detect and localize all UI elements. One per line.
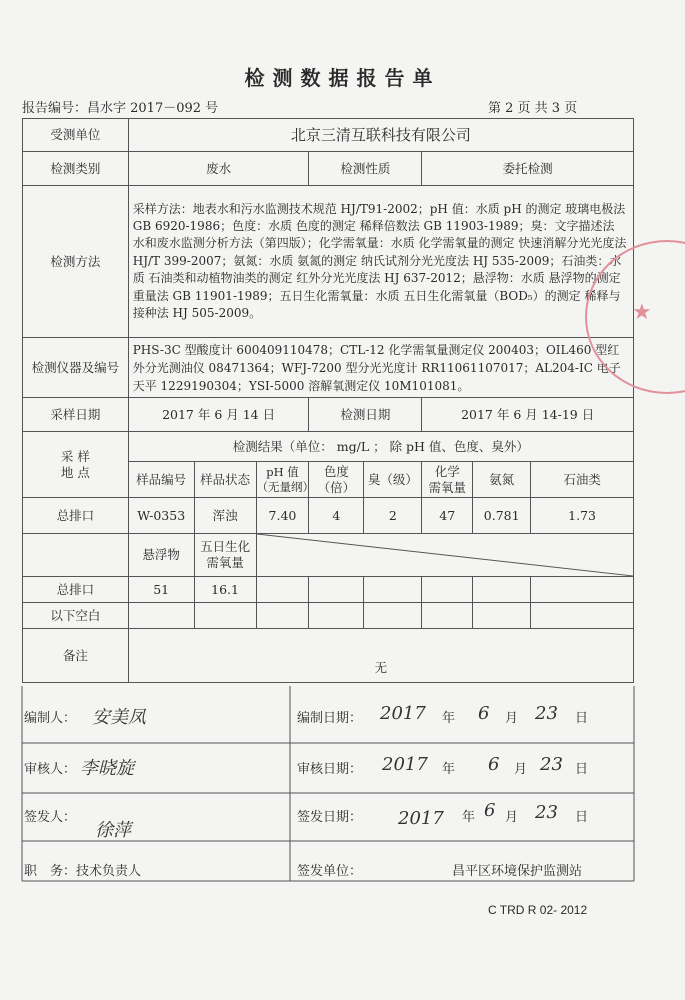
table-row (23, 577, 634, 603)
compile-day: 23 (535, 703, 558, 724)
header-cell: 五日生化 需氧量 (194, 534, 256, 577)
header-cell: 悬浮物 (128, 534, 194, 577)
site-cell: 总排口 (23, 498, 129, 534)
nature-value: 委托检测 (422, 152, 634, 186)
year-char: 年 (442, 711, 456, 726)
instrument-text: PHS-3C 型酸度计 600409110478；CTL-12 化学需氧量测定仪 200403；OIL460 型红外分光测油仪 08471364；WFJ-7200 型分光光度计 RR11061107017；AL204-IC 电子天平 1229190304；YSI-5000 溶解氧测定仪 10M101081。 (128, 338, 633, 398)
test-date-value: 2017 年 6 月 14-19 日 (422, 398, 634, 432)
data-cell: 16.1 (194, 577, 256, 603)
month-char: 月 (505, 810, 519, 825)
results-caption: 检测结果（单位： mg/L ； 除 pH 值、色度、臭外） (128, 432, 633, 462)
test-date-label: 检测日期 (309, 398, 422, 432)
reviewer-label: 审核人： (24, 762, 77, 777)
day-char: 日 (575, 762, 589, 777)
seal-star-icon: ★ (632, 300, 652, 325)
site-cell: 总排口 (23, 577, 129, 603)
sampling-date-label: 采样日期 (23, 398, 129, 432)
method-text: 采样方法：地表水和污水监测技术规范 HJ/T91-2002；pH 值：水质 pH 的测定 玻璃电极法 GB 6920-1986；色度：水质 色度的测定 稀释倍数法 GB 11903-1989；臭：文字描述法 水和废水监测分析方法（第四版）；化学需氧量：水质 化学需氧量的测定 快速消解分光光度法 HJ/T 399-2007；氨氮：水质 氨氮的测定 纳氏试剂分光光度法 HJ 535-2009；石油类：水质 石油类和动植物油类的测定 红外分光光度法 HJ 637-2012；悬浮物：水质 悬浮物的测定 重量法 GB 11901-1989；五日生化需氧量：水质 五日生化需氧量（BOD₅）的测定 稀释与接种法 HJ 505-2009。 (128, 186, 633, 338)
data-cell: 0.781 (473, 498, 531, 534)
header-cell: 化学 需氧量 (422, 462, 473, 498)
header-cell: 氨氮 (473, 462, 531, 498)
header-row-2 (23, 534, 634, 577)
remark-value: 无 (128, 629, 633, 683)
review-month: 6 (488, 754, 500, 775)
issue-date-label: 签发日期： (297, 810, 363, 825)
data-cell: 浑浊 (194, 498, 256, 534)
review-date-label: 审核日期： (297, 762, 363, 777)
header-cell: 臭（级） (364, 462, 422, 498)
review-day: 23 (540, 754, 563, 775)
data-cell: 7.40 (256, 498, 309, 534)
instrument-label: 检测仪器及编号 (23, 338, 129, 398)
report-number: 报告编号：昌水字 2017－092 号 (22, 101, 219, 116)
reviewer-signature: 李晓旋 (80, 758, 134, 779)
nature-label: 检测性质 (309, 152, 422, 186)
client-value: 北京三清互联科技有限公司 (128, 119, 633, 152)
day-char: 日 (575, 711, 589, 726)
site-label-line2: 地 点 (60, 464, 90, 480)
issuer-signature: 徐萍 (95, 820, 131, 841)
data-cell: 2 (364, 498, 422, 534)
header-cell: 色度（倍） (309, 462, 364, 498)
remark-label: 备注 (23, 629, 129, 683)
document-title: 检测数据报告单 (244, 66, 441, 90)
category-label: 检测类别 (23, 152, 129, 186)
diagonal-line (257, 534, 633, 576)
compiler-label: 编制人： (24, 711, 77, 726)
empty-diagonal-cell (256, 534, 633, 577)
compile-month: 6 (478, 703, 490, 724)
header-cell: 样品状态 (194, 462, 256, 498)
client-label: 受测单位 (23, 119, 129, 152)
data-cell: 4 (309, 498, 364, 534)
sampling-site-label (23, 432, 129, 498)
month-char: 月 (505, 711, 519, 726)
issuer-label: 签发人： (24, 810, 77, 825)
header-cell: pH 值 （无量纲） (256, 462, 309, 498)
report-table (22, 118, 634, 683)
issue-month: 6 (484, 800, 496, 821)
form-code: C TRD R 02- 2012 (488, 903, 588, 917)
site-label-line1: 采 样 (60, 448, 90, 464)
sampling-date-value: 2017 年 6 月 14 日 (128, 398, 309, 432)
data-cell: 1.73 (531, 498, 634, 534)
compiler-signature: 安美凤 (92, 707, 146, 728)
compile-year: 2017 (380, 703, 426, 724)
header-cell: 样品编号 (128, 462, 194, 498)
data-cell: W-0353 (128, 498, 194, 534)
year-char: 年 (462, 810, 476, 825)
data-cell: 47 (422, 498, 473, 534)
day-char: 日 (575, 810, 589, 825)
header-cell: 石油类 (531, 462, 634, 498)
review-year: 2017 (382, 754, 428, 775)
data-cell: 51 (128, 577, 194, 603)
below-blank: 以下空白 (23, 603, 129, 629)
table-row (23, 498, 634, 534)
month-char: 月 (514, 762, 528, 777)
issue-day: 23 (535, 802, 558, 823)
page-number: 第 2 页 共 3 页 (488, 101, 578, 116)
category-value: 废水 (128, 152, 309, 186)
compile-date-label: 编制日期： (297, 711, 363, 726)
issuing-unit-value: 昌平区环境保护监测站 (452, 864, 583, 879)
issue-year: 2017 (398, 808, 444, 829)
method-label: 检测方法 (23, 186, 129, 338)
issuing-unit-label: 签发单位： (297, 864, 363, 879)
position: 职 务：技术负责人 (24, 864, 142, 879)
year-char: 年 (442, 762, 456, 777)
